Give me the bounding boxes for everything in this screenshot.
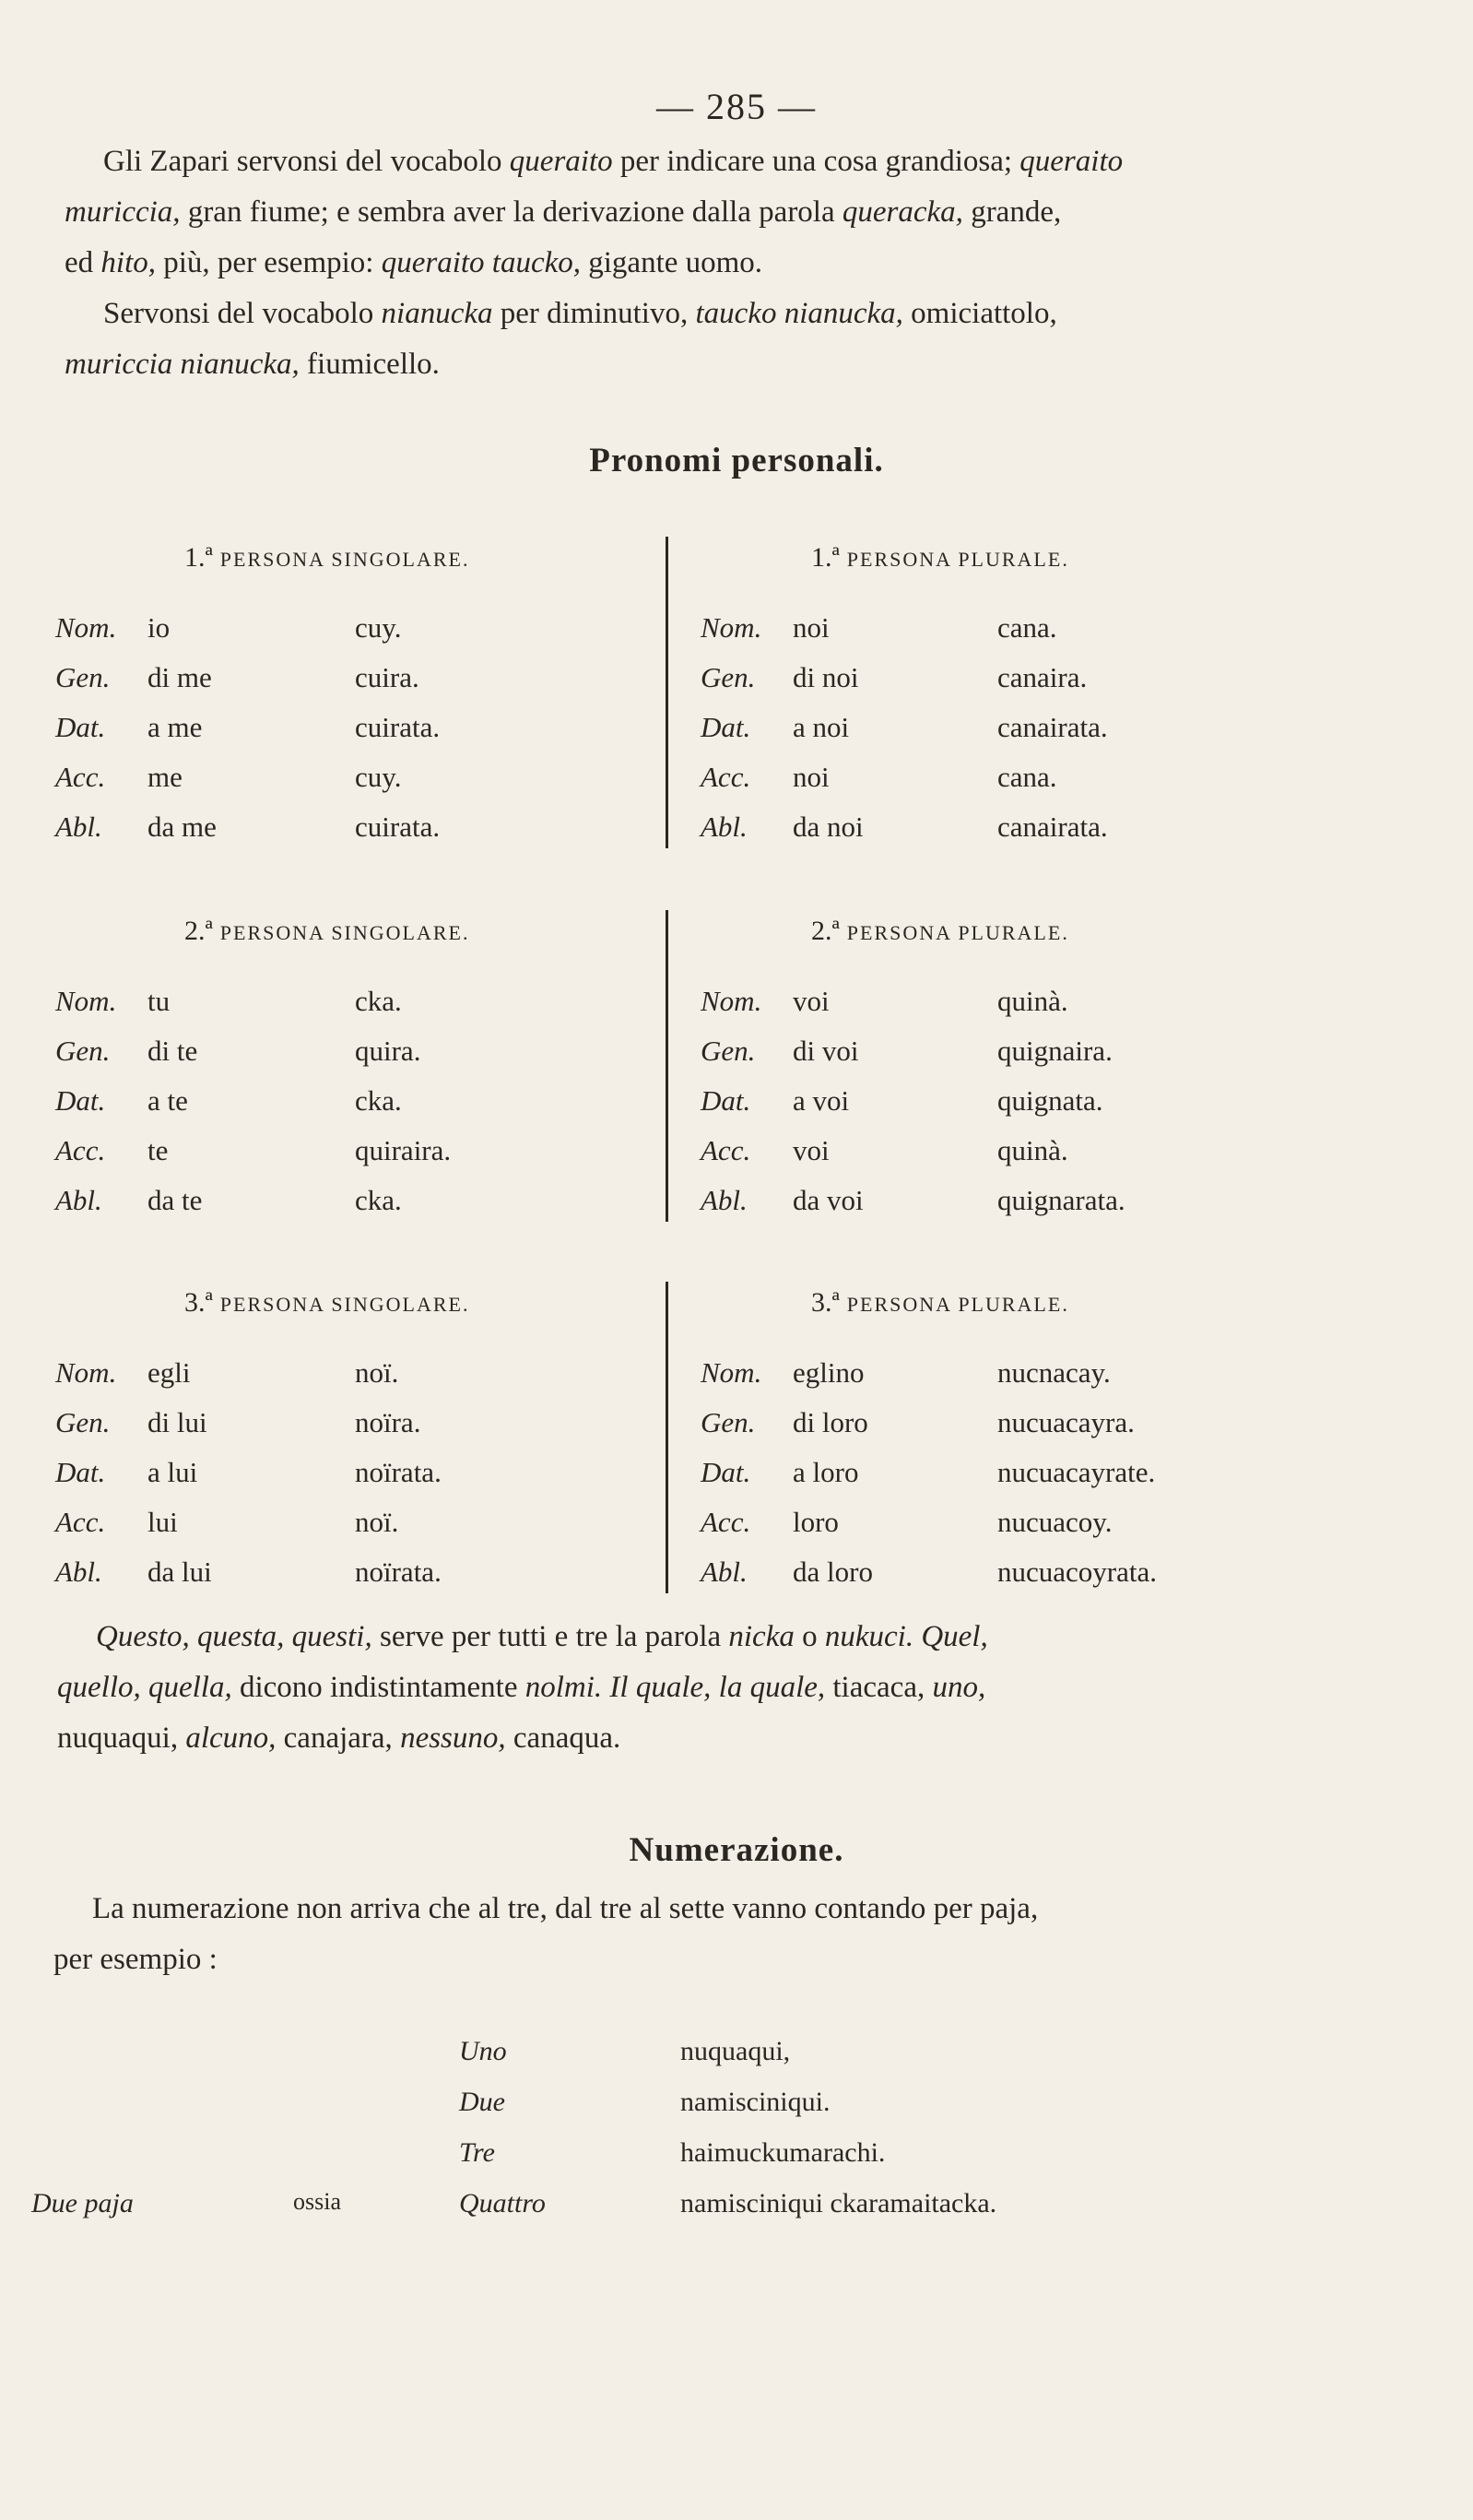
case-label: Acc.	[701, 1134, 751, 1166]
numeration-paragraph	[53, 1884, 1289, 1985]
case-label: Gen.	[701, 1035, 756, 1067]
column-divider	[666, 537, 668, 848]
italian-form: eglino	[793, 1356, 865, 1389]
italian-form: a te	[147, 1084, 188, 1117]
column-title-singular-label: PERSONA SINGOLARE.	[219, 1293, 470, 1316]
zaparo-number: namisciniqui ckaramaitacka.	[680, 2188, 997, 2218]
italian-form: a loro	[793, 1456, 859, 1488]
case-label: Acc.	[55, 761, 106, 793]
pronoun-row	[0, 1134, 1473, 1171]
pronoun-row	[0, 1406, 1473, 1443]
zaparo-form: noï.	[355, 1506, 399, 1538]
case-label: Nom.	[55, 1356, 117, 1389]
zaparo-form: noïrata.	[355, 1556, 442, 1588]
pronoun-row	[0, 661, 1473, 698]
intro-line-1: Gli Zapari servonsi del vocabolo queraito per indicare una cosa grandiosa; queraito	[103, 145, 1124, 178]
zaparo-form: nucuacoyrata.	[997, 1556, 1157, 1588]
case-label: Abl.	[55, 1184, 102, 1216]
italian-form: voi	[793, 985, 830, 1017]
column-title-plural-label: PERSONA PLURALE.	[846, 921, 1069, 944]
column-title-plural	[811, 916, 1069, 947]
case-label: Dat.	[701, 1456, 751, 1488]
demonstratives-line-1: Questo, questa, questi, serve per tutti e tre la parola nicka o nukuci. Quel,	[96, 1620, 988, 1653]
zaparo-number: namisciniqui.	[680, 2087, 831, 2117]
case-label: Nom.	[701, 985, 762, 1017]
pair-label: Due paja	[31, 2188, 134, 2218]
zaparo-form: nucuacayrate.	[997, 1456, 1156, 1488]
zaparo-form: quira.	[355, 1035, 421, 1067]
ossia-label: ossia	[293, 2188, 341, 2215]
numeration-line-2: per esempio :	[53, 1943, 218, 1976]
italian-form: voi	[793, 1134, 830, 1166]
case-label: Abl.	[701, 1184, 748, 1216]
italian-form: di lui	[147, 1406, 207, 1438]
zaparo-form: cuirata.	[355, 711, 441, 743]
number-row	[0, 2087, 1473, 2124]
case-label: Gen.	[701, 661, 756, 693]
pronoun-row	[0, 1356, 1473, 1393]
column-title-singular-label: PERSONA SINGOLARE.	[219, 921, 470, 944]
column-title-plural-ordinal: 3.ª	[811, 1287, 840, 1318]
case-label: Nom.	[55, 985, 117, 1017]
case-label: Dat.	[55, 711, 106, 743]
column-title-singular	[184, 1287, 469, 1319]
italian-form: di te	[147, 1035, 198, 1067]
column-title-singular	[184, 542, 469, 574]
pronoun-row	[0, 761, 1473, 798]
zaparo-form: canairata.	[997, 711, 1108, 743]
zaparo-form: nucnacay.	[997, 1356, 1111, 1389]
case-label: Abl.	[701, 1556, 748, 1588]
italian-form: a me	[147, 711, 203, 743]
italian-form: da voi	[793, 1184, 864, 1216]
intro-line-5: muriccia nianucka, fiumicello.	[65, 348, 440, 381]
case-label: Acc.	[701, 761, 751, 793]
italian-form: lui	[147, 1506, 178, 1538]
italian-form: da noi	[793, 810, 864, 843]
zaparo-form: cka.	[355, 985, 402, 1017]
italian-form: di loro	[793, 1406, 868, 1438]
numeration-line-1: La numerazione non arriva che al tre, dal tre al sette vanno contando per paja,	[92, 1892, 1039, 1925]
italian-form: me	[147, 761, 183, 793]
intro-line-2: muriccia, gran fiume; e sembra aver la derivazione dalla parola queracka, grande,	[65, 195, 1062, 229]
pronoun-row	[0, 1506, 1473, 1543]
italian-form: loro	[793, 1506, 839, 1538]
zaparo-number: haimuckumarachi.	[680, 2137, 886, 2168]
zaparo-form: cka.	[355, 1084, 402, 1117]
zaparo-form: canaira.	[997, 661, 1088, 693]
italian-form: di noi	[793, 661, 859, 693]
italian-form: a voi	[793, 1084, 850, 1117]
case-label: Nom.	[701, 1356, 762, 1389]
case-label: Acc.	[55, 1506, 106, 1538]
demonstratives-line-2: quello, quella, dicono indistintamente nolmi. Il quale, la quale, tiacaca, uno,	[57, 1671, 986, 1704]
column-title-singular-label: PERSONA SINGOLARE.	[219, 548, 470, 571]
pronoun-row	[0, 611, 1473, 648]
case-label: Dat.	[701, 1084, 751, 1117]
zaparo-form: noïrata.	[355, 1456, 442, 1488]
number-row	[0, 2137, 1473, 2174]
column-title-plural-label: PERSONA PLURALE.	[846, 1293, 1069, 1316]
zaparo-form: cuy.	[355, 611, 402, 644]
column-title-singular-ordinal: 1.ª	[184, 542, 213, 573]
zaparo-form: quiraira.	[355, 1134, 452, 1166]
intro-paragraph	[65, 136, 1281, 390]
zaparo-form: cana.	[997, 611, 1057, 644]
intro-line-4: Servonsi del vocabolo nianucka per diminutivo, taucko nianucka, omiciattolo,	[103, 297, 1057, 330]
case-label: Dat.	[701, 711, 751, 743]
case-label: Gen.	[701, 1406, 756, 1438]
number-row	[0, 2036, 1473, 2073]
zaparo-form: cuirata.	[355, 810, 441, 843]
pronoun-row	[0, 711, 1473, 748]
italian-form: da lui	[147, 1556, 212, 1588]
italian-form: te	[147, 1134, 169, 1166]
italian-number: Tre	[459, 2137, 495, 2168]
zaparo-form: noï.	[355, 1356, 399, 1389]
zaparo-form: quignaira.	[997, 1035, 1113, 1067]
zaparo-form: quinà.	[997, 1134, 1068, 1166]
italian-form: a noi	[793, 711, 850, 743]
italian-number: Due	[459, 2087, 505, 2117]
case-label: Gen.	[55, 661, 111, 693]
zaparo-form: quignarata.	[997, 1184, 1125, 1216]
number-row	[0, 2188, 1473, 2225]
case-label: Abl.	[55, 1556, 102, 1588]
case-label: Nom.	[701, 611, 762, 644]
italian-form: di me	[147, 661, 212, 693]
column-title-plural-label: PERSONA PLURALE.	[846, 548, 1069, 571]
zaparo-form: nucuacoy.	[997, 1506, 1113, 1538]
italian-form: noi	[793, 611, 830, 644]
italian-number: Uno	[459, 2036, 507, 2066]
column-title-singular	[184, 916, 469, 947]
case-label: Dat.	[55, 1084, 106, 1117]
italian-form: da te	[147, 1184, 203, 1216]
case-label: Acc.	[701, 1506, 751, 1538]
demonstratives-line-3: nuquaqui, alcuno, canajara, nessuno, canaqua.	[57, 1721, 621, 1755]
italian-form: noi	[793, 761, 830, 793]
italian-form: da me	[147, 810, 217, 843]
pronoun-row	[0, 1456, 1473, 1493]
section-title-pronouns: Pronomi personali.	[589, 442, 884, 479]
case-label: Acc.	[55, 1134, 106, 1166]
pronoun-row	[0, 985, 1473, 1022]
zaparo-number: nuquaqui,	[680, 2036, 791, 2066]
zaparo-form: canairata.	[997, 810, 1108, 843]
column-divider	[666, 910, 668, 1222]
demonstratives-paragraph	[57, 1612, 1283, 1764]
italian-form: tu	[147, 985, 171, 1017]
zaparo-form: cuira.	[355, 661, 419, 693]
case-label: Abl.	[701, 810, 748, 843]
page-number: — 285 —	[656, 86, 817, 127]
italian-form: io	[147, 611, 171, 644]
column-title-singular-ordinal: 3.ª	[184, 1287, 213, 1318]
italian-form: egli	[147, 1356, 191, 1389]
zaparo-form: noïra.	[355, 1406, 421, 1438]
column-title-plural	[811, 542, 1069, 574]
case-label: Dat.	[55, 1456, 106, 1488]
zaparo-form: quinà.	[997, 985, 1068, 1017]
intro-line-3: ed hito, più, per esempio: queraito taucko, gigante uomo.	[65, 246, 763, 279]
section-title-numeration: Numerazione.	[629, 1831, 844, 1869]
zaparo-form: cana.	[997, 761, 1057, 793]
zaparo-form: cuy.	[355, 761, 402, 793]
column-title-singular-ordinal: 2.ª	[184, 916, 213, 946]
italian-form: di voi	[793, 1035, 859, 1067]
column-title-plural-ordinal: 1.ª	[811, 542, 840, 573]
zaparo-form: cka.	[355, 1184, 402, 1216]
italian-form: a lui	[147, 1456, 198, 1488]
zaparo-form: quignata.	[997, 1084, 1103, 1117]
pronoun-row	[0, 1184, 1473, 1221]
pronoun-row	[0, 810, 1473, 847]
case-label: Abl.	[55, 810, 102, 843]
italian-form: da loro	[793, 1556, 873, 1588]
zaparo-form: nucuacayra.	[997, 1406, 1135, 1438]
case-label: Nom.	[55, 611, 117, 644]
pronoun-row	[0, 1084, 1473, 1121]
column-title-plural	[811, 1287, 1069, 1319]
column-divider	[666, 1282, 668, 1593]
case-label: Gen.	[55, 1406, 111, 1438]
pronoun-row	[0, 1035, 1473, 1071]
case-label: Gen.	[55, 1035, 111, 1067]
italian-number: Quattro	[459, 2188, 546, 2218]
column-title-plural-ordinal: 2.ª	[811, 916, 840, 946]
pronoun-row	[0, 1556, 1473, 1592]
